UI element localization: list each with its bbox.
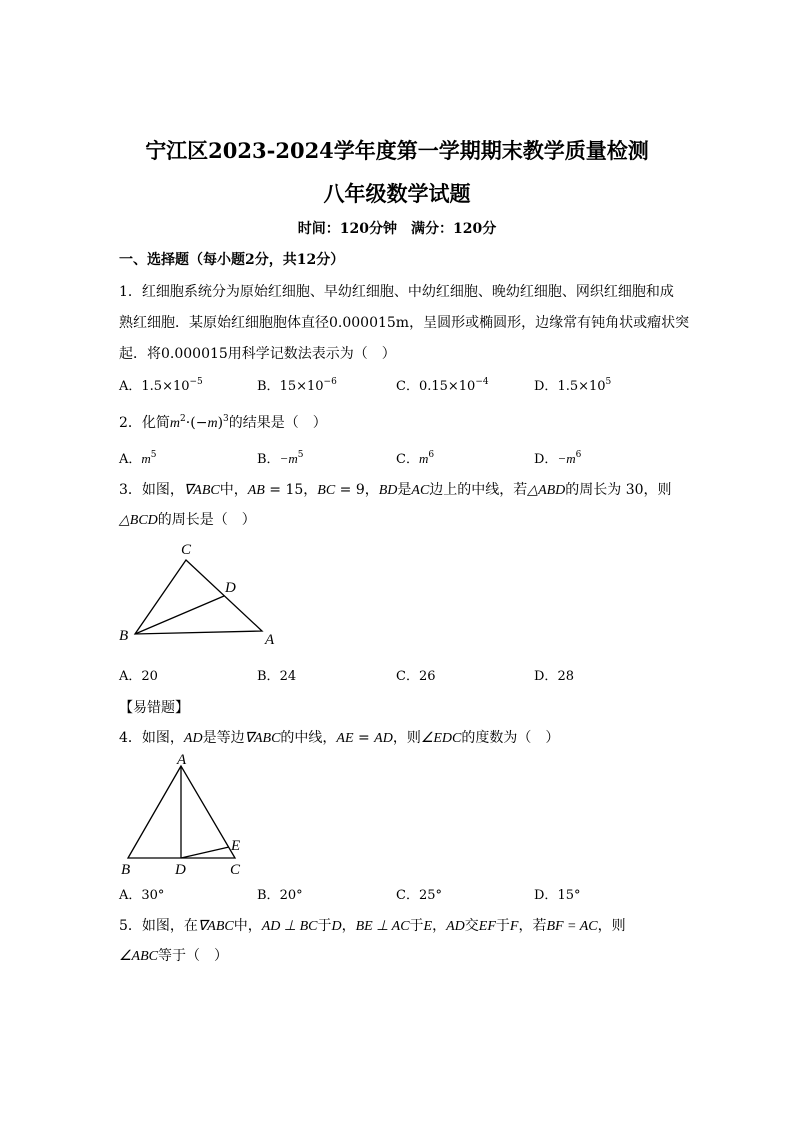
q1-option-b[interactable]: B．$15\times 10^{-6}$ bbox=[257, 377, 337, 394]
label-c: C bbox=[181, 542, 192, 558]
label-b: B bbox=[121, 862, 131, 878]
label-e: E bbox=[231, 838, 241, 854]
label-d: D bbox=[225, 580, 236, 596]
q3-line-1: 3．如图，∇ABC中，AB = 15，BC = 9，BD是AC边上的中线，若△ABD的周长为 30，则 bbox=[119, 482, 672, 498]
segment-de bbox=[181, 847, 229, 858]
q3-option-b[interactable]: B．24 bbox=[257, 669, 297, 684]
label-b: B bbox=[119, 628, 129, 644]
q4-option-c[interactable]: C．25° bbox=[396, 888, 442, 903]
q1-option-d[interactable]: D．$1.5\times 10^5$ bbox=[534, 377, 612, 394]
q5-line-2: ∠ABC等于（ ） bbox=[119, 948, 228, 964]
q3-option-d[interactable]: D．28 bbox=[534, 669, 574, 684]
q1-line-1: 1．红细胞系统分为原始红细胞、早幼红细胞、中幼红细胞、晚幼红细胞、网织红细胞和成 bbox=[119, 284, 674, 300]
q4-option-d[interactable]: D．15° bbox=[534, 888, 581, 903]
q3-option-a[interactable]: A．20 bbox=[119, 669, 158, 684]
q1-line-2: 熟红细胞．某原始红细胞胞体直径0.000015m，呈圆形或椭圆形，边缘常有钝角状或瘤状突 bbox=[119, 315, 690, 331]
q1-option-a[interactable]: A．$1.5\times 10^{-5}$ bbox=[119, 377, 203, 394]
q4-line: 4．如图，AD是等边∇ABC的中线，AE = AD，则∠EDC的度数为（ ） bbox=[119, 730, 560, 746]
q5-line-1: 5．如图，在∇ABC中，AD ⊥ BC于D，BE ⊥ AC于E，AD交EF于F，若BF = AC，则 bbox=[119, 918, 626, 934]
q4-option-a[interactable]: A．30° bbox=[119, 888, 165, 903]
q3-line-2: △BCD的周长是（ ） bbox=[119, 512, 256, 528]
q2-option-d[interactable]: D．$-m^6$ bbox=[534, 450, 582, 467]
q4-tag: 【易错题】 bbox=[119, 700, 189, 716]
q3-triangle-figure bbox=[115, 538, 285, 648]
section-heading: 一、选择题（每小题2分，共12分） bbox=[119, 252, 345, 268]
q1-line-3: 起．将0.000015用科学记数法表示为（ ） bbox=[119, 346, 396, 362]
q2-line: 2．化简$m^2\cdot(-m)^3$的结果是（ ） bbox=[119, 414, 327, 431]
exam-subtitle: 八年级数学试题 bbox=[323, 181, 471, 206]
label-c: C bbox=[230, 862, 241, 878]
q2-option-b[interactable]: B．$-m^5$ bbox=[257, 450, 304, 467]
label-a: A bbox=[177, 752, 187, 768]
label-a: A bbox=[265, 632, 275, 648]
q2-option-a[interactable]: A．$m^5$ bbox=[119, 450, 157, 467]
time-score-line: 时间：120分钟 满分：120分 bbox=[297, 221, 497, 237]
q4-triangle-figure bbox=[112, 750, 272, 880]
q2-option-c[interactable]: C．$m^6$ bbox=[396, 450, 435, 467]
q1-option-c[interactable]: C．$0.15\times 10^{-4}$ bbox=[396, 377, 489, 394]
q4-option-b[interactable]: B．20° bbox=[257, 888, 303, 903]
label-d: D bbox=[175, 862, 186, 878]
exam-title: 宁江区2023-2024学年度第一学期期末教学质量检测 bbox=[145, 138, 649, 163]
triangle-abc bbox=[135, 560, 262, 634]
q3-option-c[interactable]: C．26 bbox=[396, 669, 436, 684]
